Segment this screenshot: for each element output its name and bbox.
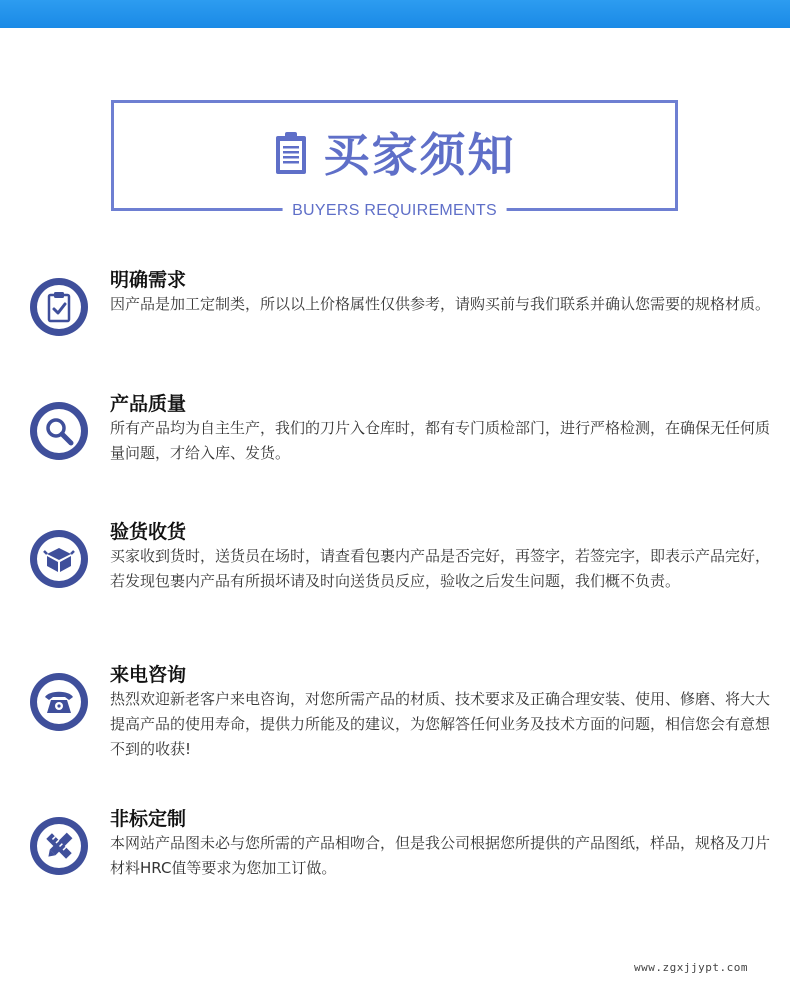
item-description: 本网站产品图未必与您所需的产品相吻合，但是我公司根据您所提供的产品图纸，样品，规格及刀片材料HRC值等要求为您加工订做。 (110, 834, 771, 877)
banner-title: 买家须知 (323, 128, 516, 182)
top-bar (0, 0, 790, 28)
item-product-quality (0, 393, 790, 522)
item-title: 非标定制 (110, 808, 187, 830)
clipboard-check-icon (30, 278, 88, 336)
box-icon (30, 530, 88, 588)
watermark-text: www.zgxjjypt.com (634, 961, 748, 974)
item-phone-consult (0, 664, 790, 793)
item-description: 买家收到货时，送货员在场时，请查看包裹内产品是否完好，再签字，若签完字，即表示产品完好，若发现包裹内产品有所损坏请及时向送货员反应，验收之后发生问题，我们概不负责。 (110, 547, 771, 590)
subtitle-wrapper (282, 199, 507, 221)
item-custom-made (0, 808, 790, 937)
telephone-icon (30, 673, 88, 731)
item-title: 来电咨询 (110, 664, 187, 686)
item-description: 所有产品均为自主生产，我们的刀片入仓库时，都有专门质检部门，进行严格检测，在确保无任何质量问题，才给入库、发货。 (110, 419, 771, 462)
item-description: 因产品是加工定制类，所以以上价格属性仅供参考，请购买前与我们联系并确认您需要的规格材质。 (110, 295, 771, 313)
item-title: 验货收货 (110, 521, 187, 543)
item-description: 热烈欢迎新老客户来电咨询，对您所需产品的材质、技术要求及正确合理安装、使用、修磨、将大大提高产品的使用寿命，提供力所能及的建议，为您解答任何业务及技术方面的问题，相信您会有意想不到的收获! (110, 690, 771, 758)
pencil-ruler-icon (30, 817, 88, 875)
clipboard-icon (274, 130, 308, 180)
title-row (114, 125, 675, 185)
item-clear-requirements (0, 269, 790, 398)
banner-subtitle: BUYERS REQUIREMENTS (292, 202, 497, 219)
magnifier-icon (30, 402, 88, 460)
item-inspect-receive (0, 521, 790, 650)
item-title: 产品质量 (110, 393, 187, 415)
title-banner (111, 100, 678, 219)
item-title: 明确需求 (110, 269, 187, 291)
